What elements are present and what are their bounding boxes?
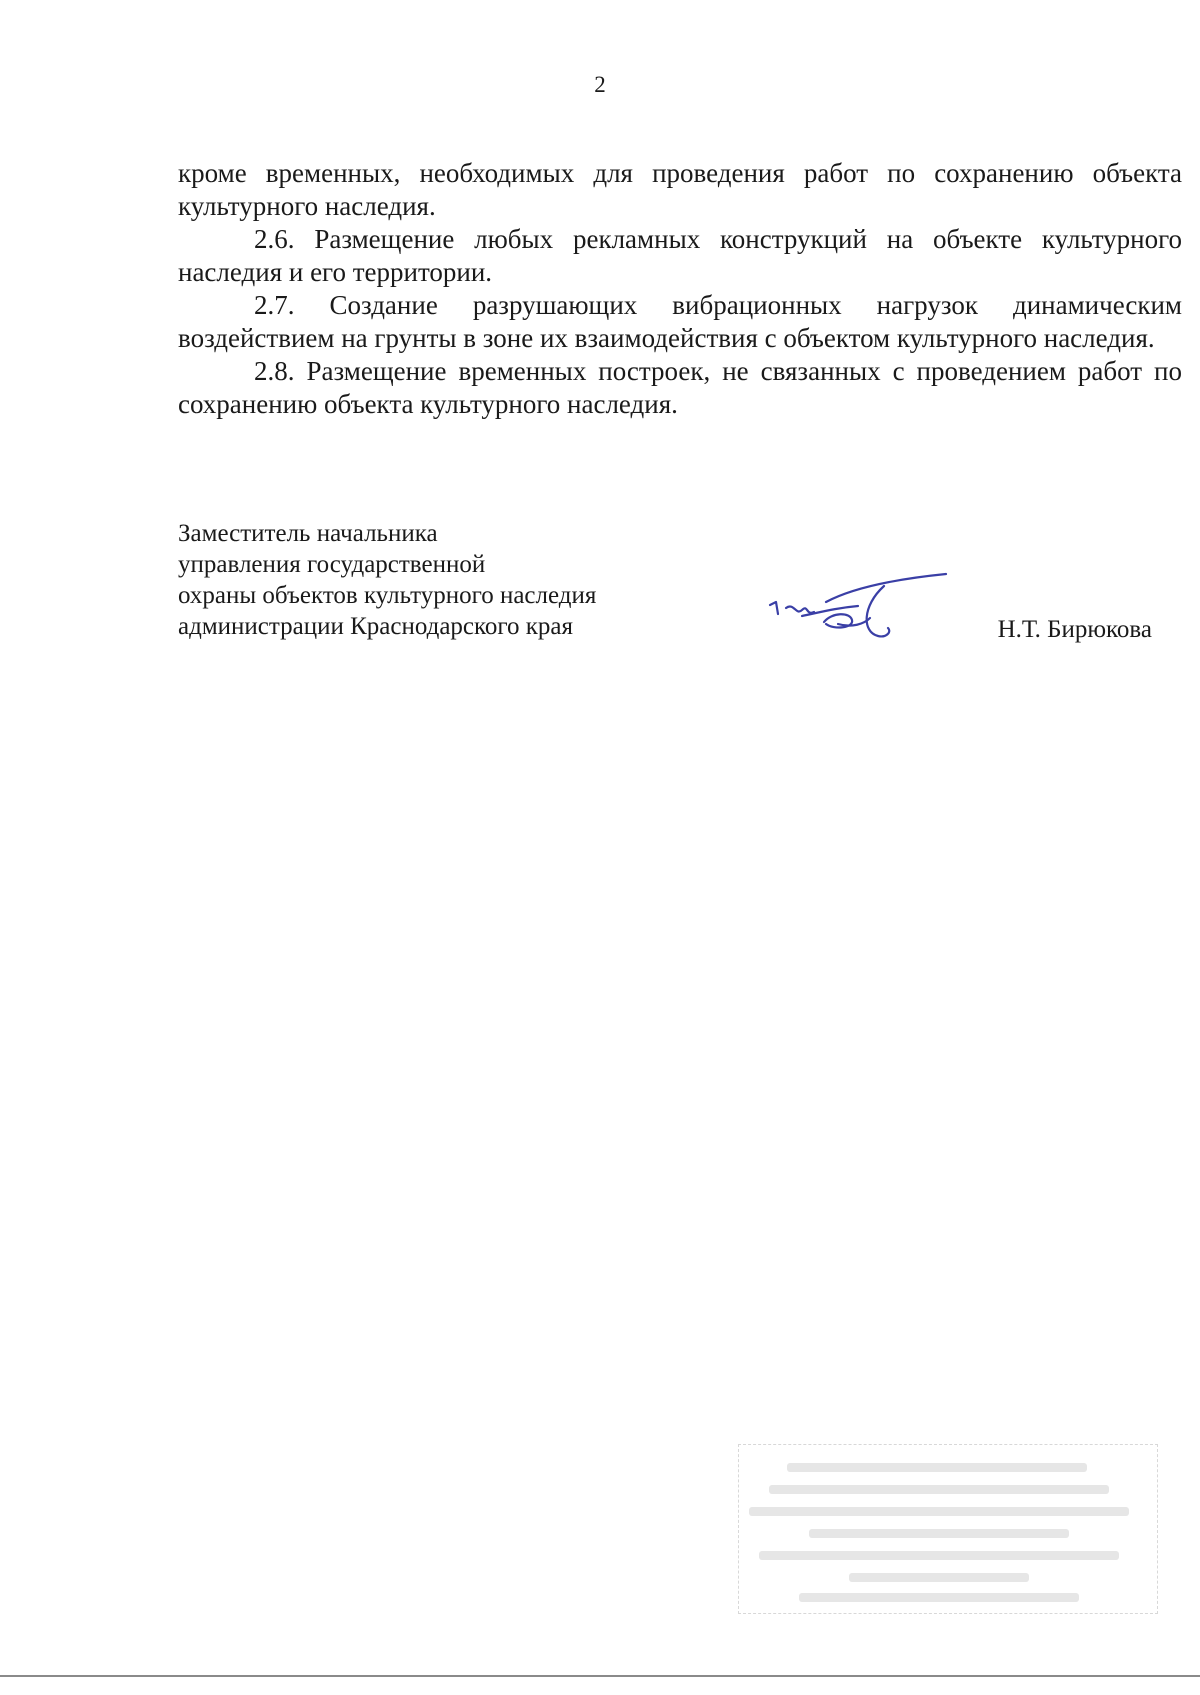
signer-name: Н.Т. Бирюкова [997,616,1152,643]
body-text [178,157,1182,421]
paragraph-2-8: 2.8. Размещение временных построек, не связанных с проведением работ по сохранению объекта культурного наследия. [178,356,1182,419]
signer-title-line: управления государственной [178,551,486,578]
paragraph-2-7: 2.7. Создание разрушающих вибрационных нагрузок динамическим воздействием на грунты в зоне их взаимодействия с объектом культурного наследия. [178,290,1182,353]
signer-title-line: администрации Краснодарского края [178,613,574,640]
paragraph-2-6: 2.6. Размещение любых рекламных конструкций на объекте культурного наследия и его территории. [178,224,1182,287]
signer-title-line: Заместитель начальника [178,520,438,547]
page-number: 2 [594,72,606,97]
signer-title-line: охраны объектов культурного наследия [178,582,597,609]
signer-title-block [178,518,596,642]
faint-approval-stamp [738,1444,1158,1614]
paragraph-continuation: кроме временных, необходимых для проведения работ по сохранению объекта культурного наследия. [178,158,1182,221]
scan-bottom-edge [0,1675,1200,1677]
handwritten-signature [766,572,956,652]
